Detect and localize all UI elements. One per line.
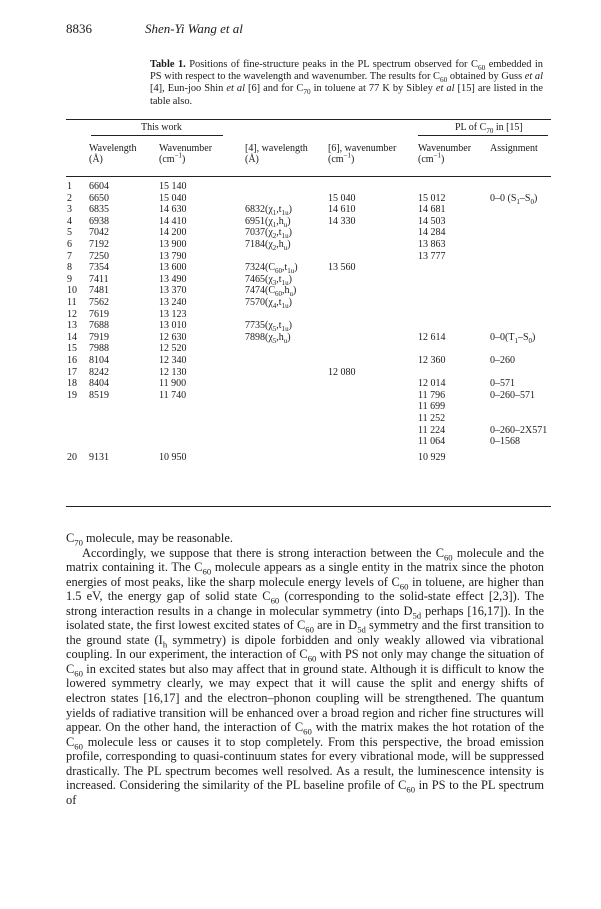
cell-ref6-wavenumber: 14 610 xyxy=(328,204,356,216)
cell-ref4-wavelength: $7465(\chi_3,t_{1u})$ xyxy=(245,273,292,287)
cell-wavenumber: 13 600 xyxy=(159,262,187,274)
col-header-ref4-wavelength: [4], wavelength (Å) xyxy=(245,143,308,166)
body-paragraph: Accordingly, we suppose that there is strong interaction between the $C_{60}$ molecule and the matrix containing it. The $C_{60}$ molecule appears as a single entity in the matrix since the photon energies of most peaks, like the sharp molecule energy levels of $C_{60}$ in toluene, are higher than 1.5 eV, the energy gap of solid state $C_{60}$ (corresponding to the solid-state effect [2,3]). The strong interaction results in a change in molecular symmetry (into $D_{5d}$ perhaps [16,17]). In the isolated state, the first lowest excited states of $C_{60}$ are in $D_{5d}$ symmetry and the first transition to the ground state ($I_h$ symmetry) is dipole forbidden and only weakly allowed via vibrational coupling. In our experiment, the interaction of $C_{60}$ with PS not only may change the situation of $C_{60}$ in excited states but also may affect that in ground state. Although it is difficult to know the lowered symmetry clearly, we may expect that it will cause the split and energy shifts of electron states [16,17] and the electron–phonon coupling will be strengthened. The quantum yields of radiative transition will be enhanced over a broad region and richer fine structures will appear. On the other hand, the interaction of $C_{60}$ with the matrix makes the hot rotation of the $C_{60}$ molecule less or causes it to stop completely. From this perspective, the broad emission profile, corresponding to quasi-continuum states for every vibrational mode, will be suppressed drastically. The PL spectrum becomes well resolved. As a result, the luminescence intensity is increased. Considering the similarity of the PL baseline profile of $C_{60}$ in PS to the PL spectrum of xyxy=(66,545,544,807)
cell-pl-wavenumber: 11 796 xyxy=(418,389,446,401)
cell-row-number: 14 xyxy=(67,331,77,343)
cell-wavelength: 7481 xyxy=(89,285,109,297)
cell-pl-wavenumber: 11 699 xyxy=(418,401,446,413)
col-header-wavenumber: Wavenumber $(cm^{-1})$ xyxy=(159,143,213,166)
cell-ref4-wavelength: $7037(\chi_2,t_{1u})$ xyxy=(245,227,292,241)
cell-wavelength: 8519 xyxy=(89,389,109,401)
cell-wavenumber: 14 410 xyxy=(159,215,187,227)
table-header-rule xyxy=(66,176,551,177)
cell-ref4-wavelength: $7898(\chi_5,h_u)$ xyxy=(245,331,291,345)
cell-pl-wavenumber: 15 012 xyxy=(418,192,446,204)
cell-assignment: 0–571 xyxy=(490,378,515,390)
cell-wavelength: 6938 xyxy=(89,215,109,227)
cell-wavenumber: 13 010 xyxy=(159,320,187,332)
cell-row-number: 9 xyxy=(67,273,72,285)
cell-wavelength: 7988 xyxy=(89,343,109,355)
cell-pl-wavenumber: 14 284 xyxy=(418,227,446,239)
table-label: Table 1. xyxy=(150,59,186,70)
table-caption-text: Positions of fine-structure peaks in the PL spectrum observed for $C_{60}$ embedded in PS with respect to the wavelength and wavenumber. The results for $C_{60}$ obtained by Guss et al [4], Eun-joo Shin et al [6] and for $C_{70}$ in toluene at 77 K by Sibley et al [15] are listed in the table also. xyxy=(150,59,544,107)
cell-row-number: 11 xyxy=(67,297,77,308)
cell-row-number: 20 xyxy=(67,451,77,463)
cell-row-number: 19 xyxy=(67,389,77,401)
cell-assignment: 0–1568 xyxy=(490,436,520,448)
col-header-assignment: Assignment xyxy=(490,143,538,154)
cell-ref4-wavelength: $7735(\chi_5,t_{1u})$ xyxy=(245,320,292,334)
cell-pl-wavenumber: 11 064 xyxy=(418,436,446,448)
cell-pl-wavenumber: 14 503 xyxy=(418,215,446,227)
body-paragraph: $C_{70}$ molecule, may be reasonable. xyxy=(66,531,233,548)
cell-pl-wavenumber: 14 681 xyxy=(418,204,446,216)
cell-wavelength: 8242 xyxy=(89,366,109,378)
cell-wavelength: 8404 xyxy=(89,378,109,390)
pl-group-rule xyxy=(418,135,548,136)
cell-row-number: 15 xyxy=(67,343,77,355)
cell-row-number: 12 xyxy=(67,308,77,320)
cell-ref4-wavelength: $7570(\chi_4,t_{1u})$ xyxy=(245,297,292,310)
table-bottom-rule xyxy=(66,506,551,507)
cell-wavenumber: 13 123 xyxy=(159,308,187,320)
cell-assignment: 0–0 $(S_1-S_0)$ xyxy=(490,192,538,206)
cell-assignment: 0–260–571 xyxy=(490,389,535,401)
cell-wavelength: 8104 xyxy=(89,355,109,366)
cell-wavenumber: 13 240 xyxy=(159,297,187,308)
cell-pl-wavenumber: 12 360 xyxy=(418,355,446,366)
cell-ref4-wavelength: $7324(C_{60},t_{1u})$ xyxy=(245,262,298,276)
cell-pl-wavenumber: 12 014 xyxy=(418,378,446,390)
col-header-pl-wavenumber: Wavenumber $(cm^{-1})$ xyxy=(418,143,472,166)
cell-wavelength: 7354 xyxy=(89,262,109,274)
cell-row-number: 1 xyxy=(67,181,72,192)
cell-wavelength: 9131 xyxy=(89,451,109,463)
cell-ref4-wavelength: $7184(\chi_2,h_u)$ xyxy=(245,239,291,252)
cell-row-number: 16 xyxy=(67,355,77,366)
cell-wavenumber: 14 630 xyxy=(159,204,187,216)
body-text xyxy=(66,531,544,807)
cell-ref4-wavelength: $6951(\chi_1,h_u)$ xyxy=(245,215,291,229)
cell-wavenumber: 15 140 xyxy=(159,181,187,192)
cell-row-number: 6 xyxy=(67,239,72,250)
cell-wavenumber: 12 630 xyxy=(159,331,187,343)
cell-wavelength: 7192 xyxy=(89,239,109,250)
cell-wavenumber: 13 370 xyxy=(159,285,187,297)
table-top-rule xyxy=(66,119,551,120)
cell-ref6-wavenumber: 14 330 xyxy=(328,215,356,227)
cell-row-number: 3 xyxy=(67,204,72,216)
cell-ref6-wavenumber: 15 040 xyxy=(328,192,356,204)
cell-wavenumber: 12 520 xyxy=(159,343,187,355)
cell-wavenumber: 13 900 xyxy=(159,239,187,250)
cell-row-number: 10 xyxy=(67,285,77,297)
cell-wavelength: 7411 xyxy=(89,273,109,285)
cell-row-number: 4 xyxy=(67,215,72,227)
cell-wavenumber: 13 490 xyxy=(159,273,187,285)
col-header-ref6-wavenumber: [6], wavenumber $(cm^{-1})$ xyxy=(328,143,397,166)
col-header-wavelength: Wavelength (Å) xyxy=(89,143,137,166)
cell-wavelength: 7688 xyxy=(89,320,109,332)
cell-wavenumber: 14 200 xyxy=(159,227,187,239)
cell-wavenumber: 15 040 xyxy=(159,192,187,204)
cell-wavelength: 7619 xyxy=(89,308,109,320)
group-header-this-work: This work xyxy=(141,122,182,133)
cell-pl-wavenumber: 13 777 xyxy=(418,250,446,262)
cell-assignment: $0-0(T_1-S_0)$ xyxy=(490,331,536,345)
cell-wavelength: 7042 xyxy=(89,227,109,239)
cell-row-number: 13 xyxy=(67,320,77,332)
cell-wavenumber: 12 130 xyxy=(159,366,187,378)
cell-wavelength: 6604 xyxy=(89,181,109,192)
cell-wavenumber: 12 340 xyxy=(159,355,187,366)
cell-pl-wavenumber: 11 252 xyxy=(418,413,446,424)
cell-wavenumber: 11 900 xyxy=(159,378,187,390)
cell-wavelength: 7562 xyxy=(89,297,109,308)
cell-wavenumber: 10 950 xyxy=(159,451,187,463)
cell-row-number: 2 xyxy=(67,192,72,204)
cell-wavelength: 6650 xyxy=(89,192,109,204)
cell-ref6-wavenumber: 13 560 xyxy=(328,262,356,274)
cell-wavelength: 6835 xyxy=(89,204,109,216)
cell-row-number: 17 xyxy=(67,366,77,378)
cell-pl-wavenumber: 10 929 xyxy=(418,451,446,463)
cell-wavenumber: 11 740 xyxy=(159,389,187,401)
cell-row-number: 5 xyxy=(67,227,72,239)
cell-row-number: 8 xyxy=(67,262,72,274)
group-header-pl-c70: PL of $C_{70}$ in [15] xyxy=(455,122,523,135)
running-head: Shen-Yi Wang et al xyxy=(145,21,243,36)
cell-ref6-wavenumber: 12 080 xyxy=(328,366,356,378)
cell-wavenumber: 13 790 xyxy=(159,250,187,262)
table-caption xyxy=(150,59,543,108)
cell-row-number: 18 xyxy=(67,378,77,390)
cell-ref4-wavelength: $6832(\chi_1,t_{1u})$ xyxy=(245,204,292,218)
cell-wavelength: 7250 xyxy=(89,250,109,262)
cell-pl-wavenumber: 11 224 xyxy=(418,424,446,436)
cell-row-number: 7 xyxy=(67,250,72,262)
cell-pl-wavenumber: 12 614 xyxy=(418,331,446,343)
cell-assignment: 0–260 xyxy=(490,355,515,366)
cell-assignment: 0–260–2X571 xyxy=(490,424,548,436)
cell-pl-wavenumber: 13 863 xyxy=(418,239,446,250)
cell-ref4-wavelength: $7474(C_{60},h_u)$ xyxy=(245,285,297,299)
page-number: 8836 xyxy=(66,21,92,36)
this-work-rule xyxy=(91,135,223,136)
cell-wavelength: 7919 xyxy=(89,331,109,343)
